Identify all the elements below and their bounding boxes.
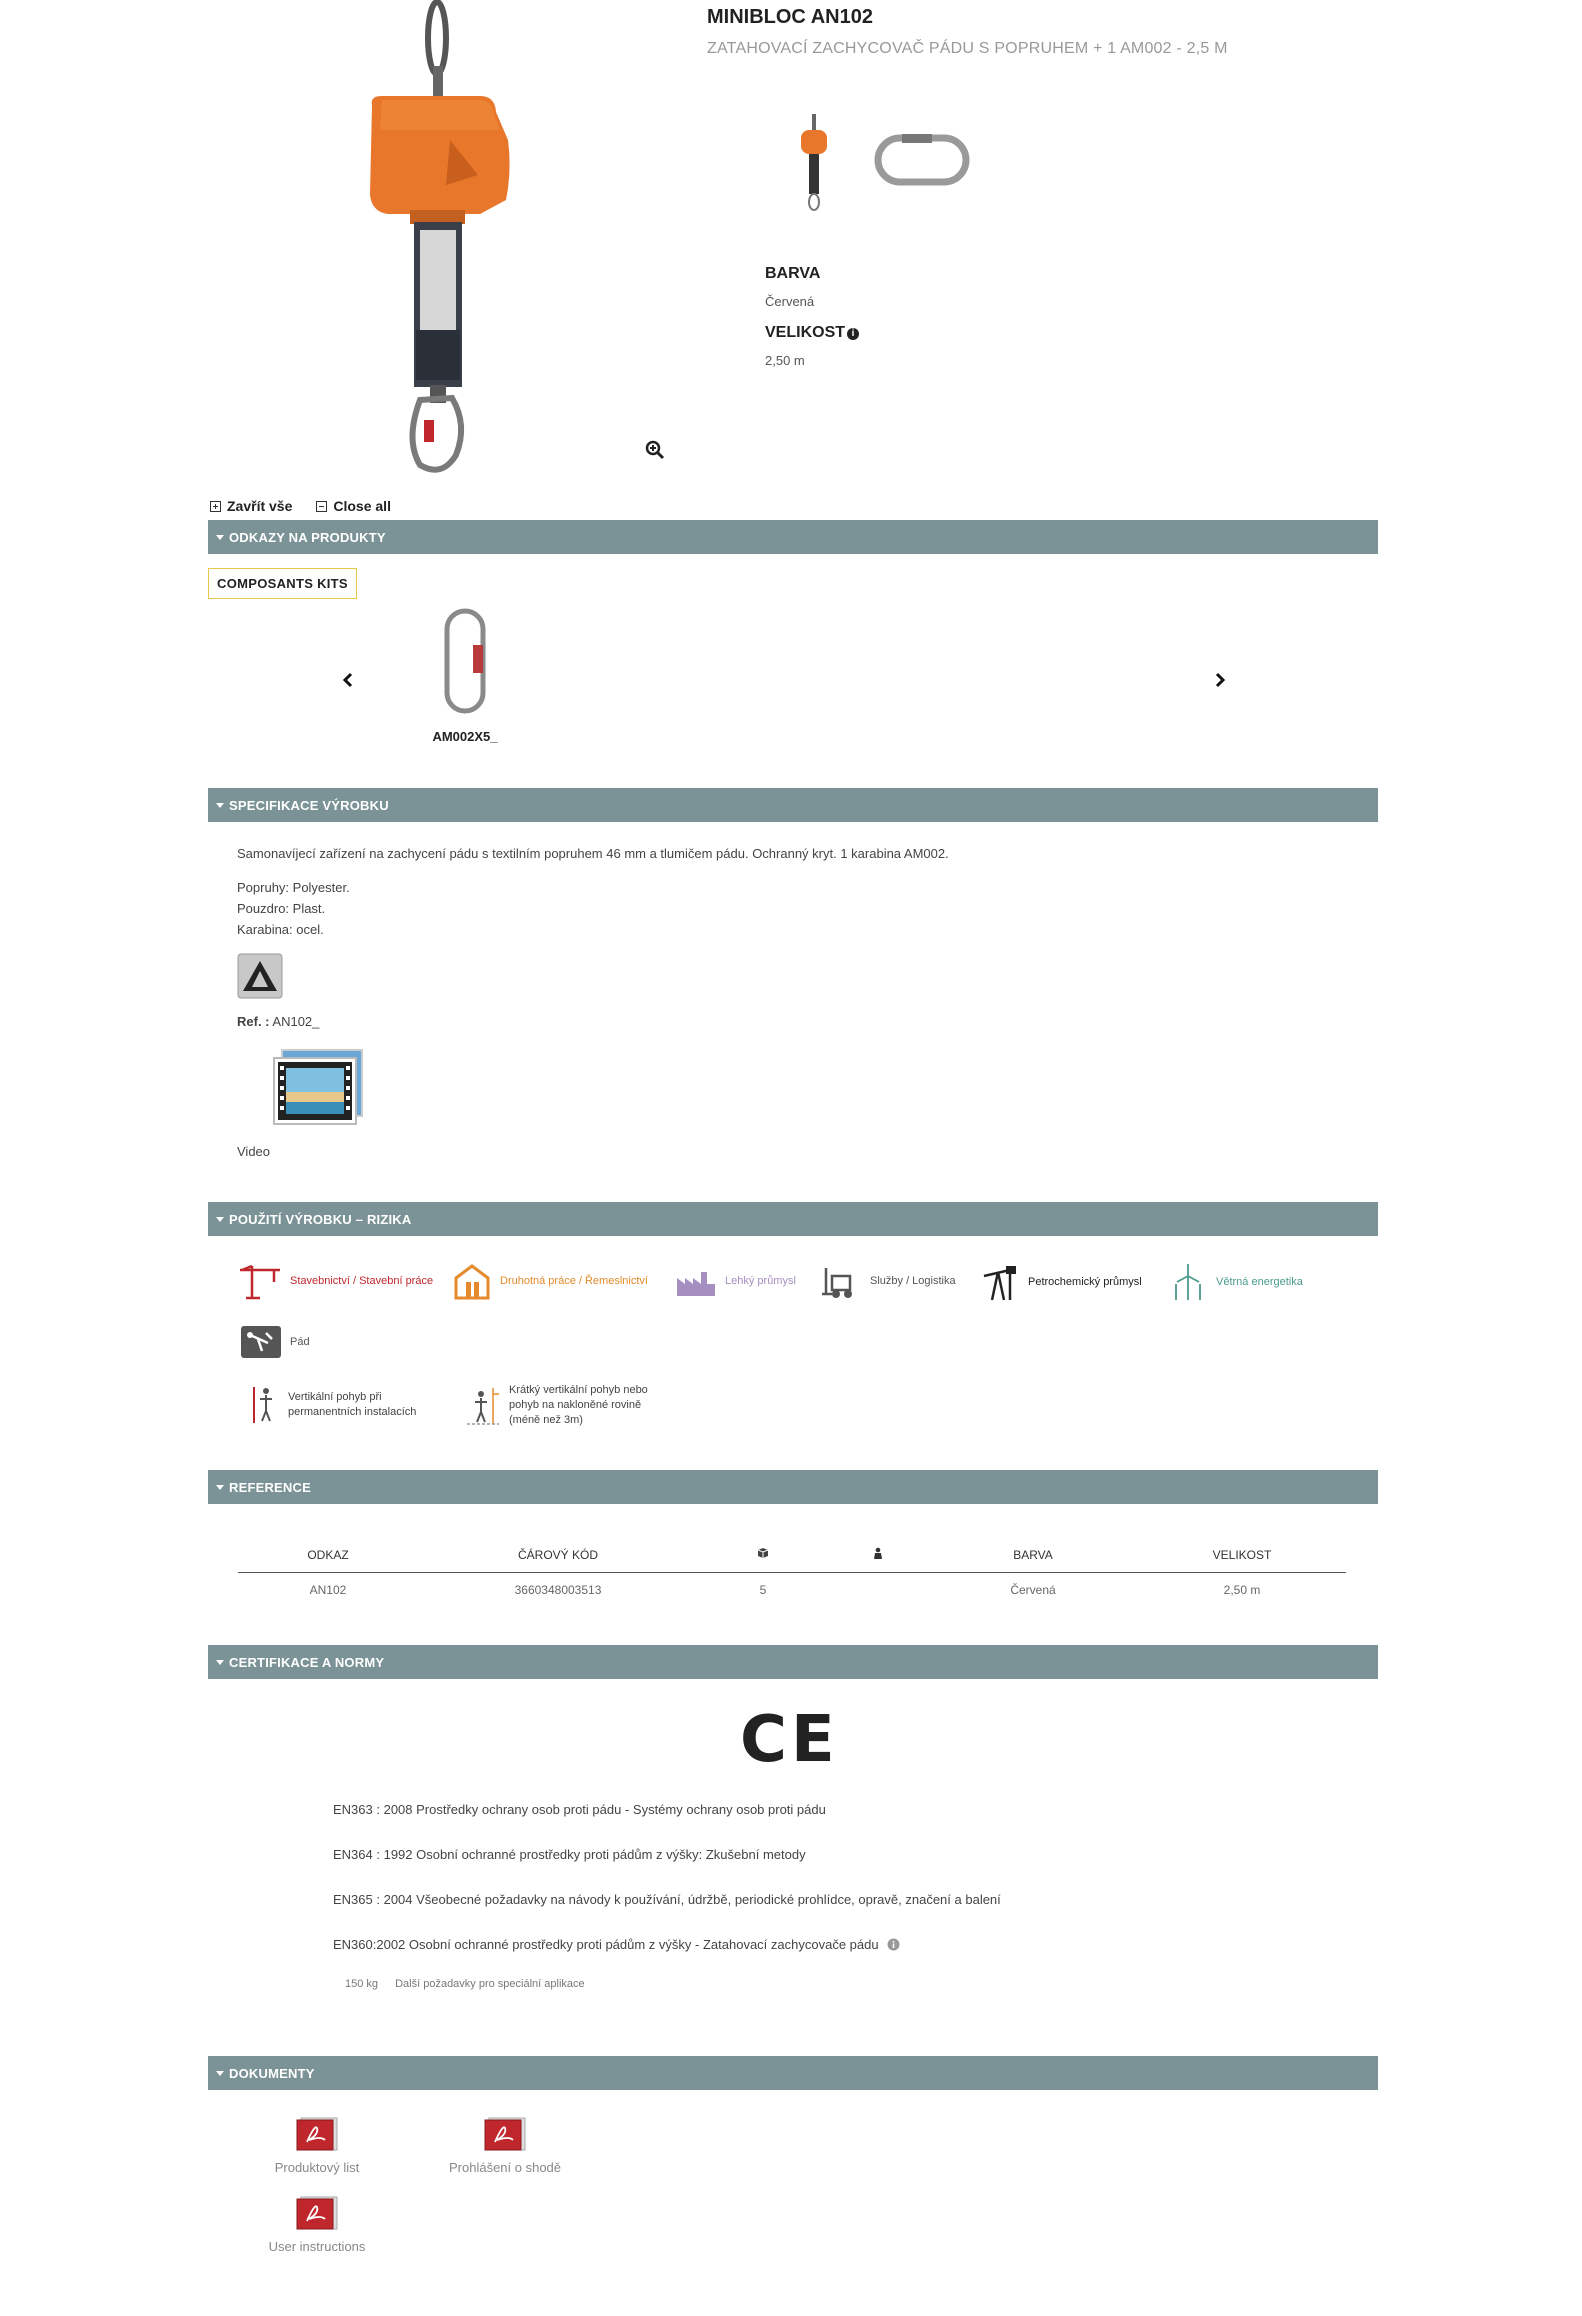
- sector-label: Lehký průmysl: [725, 1275, 796, 1287]
- risk-fall: [240, 1325, 310, 1359]
- table-header-row: [238, 1538, 1346, 1572]
- expand-all-link[interactable]: Zavřít vše: [227, 498, 293, 514]
- section-spec-title: SPECIFIKACE VÝROBKU: [229, 797, 389, 813]
- norm-en365: EN365 : 2004 Všeobecné požadavky na návody k používání, údržbě, periodické prohlídce, opravě, značení a balení: [333, 1892, 1001, 1907]
- spec-description: Samonavíjecí zařízení na zachycení pádu s textilním popruhem 46 mm a tlumičem pádu. Ochranný kryt. 1 karabina AM002.: [237, 846, 949, 861]
- spec-ref: [237, 1011, 319, 1032]
- section-links-title: ODKAZY NA PRODUKTY: [229, 529, 386, 545]
- info-icon[interactable]: [887, 1938, 900, 1951]
- carousel-item-code: AM002X5_: [432, 729, 498, 744]
- sector-label: Stavebnictví / Stavební práce: [290, 1275, 434, 1287]
- thumbnail-device[interactable]: [795, 112, 835, 212]
- material-line: Popruhy: Polyester.: [237, 880, 350, 895]
- norm-sub-text: Další požadavky pro speciální aplikace: [395, 1978, 585, 1990]
- cell-size: 2,50 m: [1223, 1583, 1261, 1598]
- use-line: Krátký vertikální pohyb nebo: [509, 1384, 648, 1396]
- use-line: (méně než 3m): [509, 1414, 583, 1426]
- norm-en363: EN363 : 2008 Prostředky ochrany osob proti pádu - Systémy ochrany osob proti pádu: [333, 1802, 826, 1817]
- vertical-climb-icon: [246, 1385, 280, 1425]
- doc-user-instructions[interactable]: [222, 2195, 412, 2254]
- sector-label: Služby / Logistika: [870, 1275, 956, 1287]
- use-short-vertical: [465, 1383, 648, 1428]
- norm-sub-weight: 150 kg: [345, 1978, 379, 1990]
- col-barcode: ČÁROVÝ KÓD: [418, 1538, 698, 1572]
- cell-person: [828, 1572, 928, 1608]
- sector-label: Větrná energetika: [1216, 1276, 1303, 1288]
- reference-table: [238, 1538, 1346, 1608]
- toggle-row: [210, 498, 391, 514]
- size-label: [765, 324, 859, 342]
- sector-logistics: [820, 1262, 956, 1300]
- norm-sub-row: [345, 1978, 585, 1990]
- ce-mark: CE: [740, 1703, 839, 1777]
- expand-icon[interactable]: [210, 501, 221, 512]
- col-person: [828, 1538, 928, 1572]
- short-climb-icon: [465, 1384, 501, 1428]
- section-documents-title: DOKUMENTY: [229, 2065, 315, 2081]
- section-reference-title: REFERENCE: [229, 1479, 311, 1495]
- carousel-prev-button[interactable]: [338, 670, 358, 690]
- material-line: Pouzdro: Plast.: [237, 901, 326, 916]
- forklift-icon: [820, 1262, 862, 1300]
- sector-light-industry: [675, 1262, 796, 1300]
- norm-en360: [333, 1937, 900, 1952]
- house-icon: [452, 1262, 492, 1300]
- tab-composants-kits[interactable]: COMPOSANTS KITS: [208, 568, 357, 599]
- factory-icon: [675, 1262, 717, 1300]
- chevron-right-icon: [1214, 672, 1226, 688]
- crane-icon: [238, 1262, 282, 1300]
- video-label[interactable]: Video: [237, 1144, 271, 1159]
- table-row[interactable]: [238, 1572, 1346, 1608]
- close-all-link[interactable]: Close all: [333, 498, 391, 514]
- fall-risk-icon: [240, 1325, 282, 1359]
- section-spec-header[interactable]: [208, 788, 1378, 822]
- section-usage-header[interactable]: [208, 1202, 1378, 1236]
- caret-down-icon: [216, 1217, 224, 1222]
- color-label: BARVA: [765, 265, 821, 282]
- box-icon: [757, 1547, 769, 1559]
- sector-petrochemical: [980, 1262, 1142, 1302]
- sector-construction: [238, 1262, 433, 1300]
- section-reference-header[interactable]: [208, 1470, 1378, 1504]
- pdf-icon: [295, 2195, 339, 2231]
- col-package: [698, 1538, 828, 1572]
- use-label: [288, 1390, 416, 1420]
- cell-package: 5: [759, 1583, 767, 1598]
- brand-logo: [237, 953, 283, 1004]
- sector-crafts: [452, 1262, 648, 1300]
- cell-color: Červená: [1010, 1583, 1056, 1598]
- person-icon: [873, 1547, 883, 1559]
- chevron-left-icon: [342, 672, 354, 688]
- caret-down-icon: [216, 2071, 224, 2076]
- use-line: Vertikální pohyb při: [288, 1391, 382, 1403]
- video-icon[interactable]: [268, 1048, 368, 1133]
- doc-label[interactable]: Prohlášení o shodě: [448, 2160, 562, 2175]
- section-documents-header[interactable]: [208, 2056, 1378, 2090]
- sector-label: Petrochemický průmysl: [1028, 1276, 1142, 1288]
- thumbnail-carabiner[interactable]: [872, 130, 972, 190]
- doc-label[interactable]: Produktový list: [274, 2160, 360, 2175]
- oil-pump-icon: [980, 1262, 1020, 1302]
- size-value: 2,50 m: [765, 353, 805, 368]
- carousel-next-button[interactable]: [1210, 670, 1230, 690]
- spec-materials: [237, 877, 350, 940]
- material-line: Karabina: ocel.: [237, 922, 324, 937]
- color-value: Červená: [765, 294, 815, 309]
- product-title: MINIBLOC AN102: [707, 6, 873, 28]
- doc-label[interactable]: User instructions: [268, 2239, 366, 2254]
- caret-down-icon: [216, 803, 224, 808]
- collapse-icon[interactable]: [316, 501, 327, 512]
- ref-label: Ref. :: [237, 1014, 270, 1029]
- zoom-in-icon[interactable]: [645, 440, 665, 465]
- use-vertical-permanent: [246, 1385, 416, 1425]
- cell-barcode: 3660348003513: [514, 1583, 602, 1598]
- doc-product-sheet[interactable]: [222, 2116, 412, 2175]
- section-links-header[interactable]: [208, 520, 1378, 554]
- use-label: [509, 1383, 648, 1428]
- product-main-image[interactable]: [360, 0, 530, 480]
- caret-down-icon: [216, 535, 224, 540]
- caret-down-icon: [216, 1660, 224, 1665]
- product-subtitle: ZATAHOVACÍ ZACHYCOVAČ PÁDU S POPRUHEM + 1 AM002 - 2,5 M: [707, 40, 1228, 57]
- col-size: VELIKOST: [1138, 1538, 1346, 1572]
- col-ref: ODKAZ: [238, 1538, 418, 1572]
- info-icon[interactable]: i: [847, 328, 859, 340]
- use-line: permanentních instalacích: [288, 1406, 417, 1418]
- pdf-icon: [483, 2116, 527, 2152]
- caret-down-icon: [216, 1485, 224, 1490]
- ref-value: AN102_: [272, 1014, 320, 1029]
- wind-turbine-icon: [1168, 1262, 1208, 1302]
- carousel-item[interactable]: [420, 605, 510, 744]
- col-color: BARVA: [928, 1538, 1138, 1572]
- section-certification-title: CERTIFIKACE A NORMY: [229, 1654, 385, 1670]
- risk-label: Pád: [290, 1336, 310, 1348]
- carabiner-image: [435, 605, 495, 720]
- sector-label: Druhotná práce / Řemeslnictví: [500, 1275, 648, 1287]
- cell-ref: AN102: [309, 1583, 347, 1598]
- norm-en360-text: EN360:2002 Osobní ochranné prostředky proti pádům z výšky - Zatahovací zachycovače pádu: [333, 1937, 879, 1952]
- section-certification-header[interactable]: [208, 1645, 1378, 1679]
- sector-wind-energy: [1168, 1262, 1303, 1302]
- doc-declaration[interactable]: [410, 2116, 600, 2175]
- use-line: pohyb na nakloněné rovině: [509, 1399, 642, 1411]
- section-usage-title: POUŽITÍ VÝROBKU – RIZIKA: [229, 1211, 412, 1227]
- norm-en364: EN364 : 1992 Osobní ochranné prostředky proti pádům z výšky: Zkušební metody: [333, 1847, 806, 1862]
- pdf-icon: [295, 2116, 339, 2152]
- size-label-text: VELIKOST: [765, 324, 846, 341]
